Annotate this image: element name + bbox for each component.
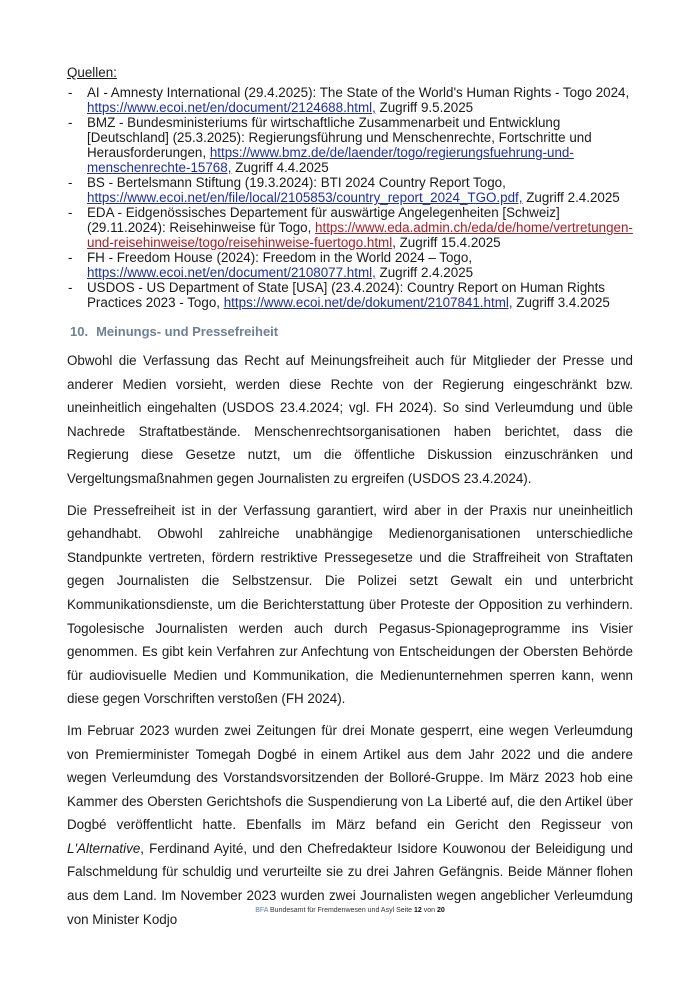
list-bullet: - (68, 205, 73, 220)
list-bullet: - (68, 250, 73, 265)
source-item-ai (67, 85, 633, 115)
source-link[interactable]: https://www.ecoi.net/en/document/2108077.html, (87, 265, 376, 280)
list-bullet: - (68, 115, 73, 130)
section-number: 10. (70, 324, 89, 339)
source-access-date: , Zugriff 15.4.2025 (392, 235, 501, 250)
source-link[interactable]: https://www.ecoi.net/en/document/2124688.html, (87, 100, 376, 115)
source-text: BS - Bertelsmann Stiftung (19.3.2024): BTI 2024 Country Report Togo, (87, 175, 506, 190)
source-link[interactable]: https://www.eda.admin.ch/eda/de/home/vertretungen-und-reisehinweise/togo/reisehinweise-fuertogo.html (87, 220, 633, 250)
source-text: BMZ - Bundesministeriums für wirtschaftliche Zusammenarbeit und Entwicklung [Deutschland] (25.3.2025): Regierungsführung und Menschenrechte, Fortschritte und Herausforderungen, (87, 115, 592, 160)
source-text: FH - Freedom House (2024): Freedom in the World 2024 – Togo, (87, 250, 473, 265)
list-bullet: - (68, 175, 73, 190)
paragraph-text: , Ferdinand Ayité, und den Chefredakteur Isidore Kouwonou der Beleidigung und Falschmeldung für schuldig und verurteilte sie zu drei Jahren Gefängnis. Beide Männer flohen aus dem Land. Im November 2023 wurden zwei Journalisten wegen angeblicher Verleumdung von Minister Kodjo (67, 840, 633, 927)
source-item-usdos (67, 280, 633, 310)
sources-heading: Quellen: (67, 65, 117, 80)
source-text: USDOS - US Department of State [USA] (23.4.2024): Country Report on Human Rights Practices 2023 - Togo, (87, 280, 605, 310)
list-bullet: - (68, 85, 73, 100)
source-link[interactable]: https://www.ecoi.net/de/dokument/2107841.html, (223, 295, 513, 310)
source-link[interactable]: https://www.bmz.de/de/laender/togo/regierungsfuehrung-und-menschenrechte-15768, (87, 145, 574, 175)
source-text: EDA - Eidgenössisches Departement für auswärtige Angelegenheiten [Schweiz] (29.11.2024): Reisehinweise für Togo, (87, 205, 560, 235)
body-paragraph: Obwohl die Verfassung das Recht auf Meinungsfreiheit auch für Mitglieder der Presse und anderer Medien vorsieht, werden diese Rechte von der Regierung eingeschränkt bzw. uneinheitlich eingehalten (USDOS 23.4.2024; vgl. FH 2024). So sind Verleumdung und üble Nachrede Straftatbestände. Menschenrechtsorganisationen haben berichtet, dass die Regierung diese Gesetze nutzt, um die öffentliche Diskussion einzuschränken und Vergeltungsmaßnahmen gegen Journalisten zu ergreifen (USDOS 23.4.2024). (67, 353, 633, 486)
source-access-date: Zugriff 3.4.2025 (512, 295, 610, 310)
section-heading (70, 324, 633, 340)
source-text: AI - Amnesty International (29.4.2025): The State of the World's Human Rights - Togo 2024, (87, 85, 630, 100)
page-number: 12 (413, 907, 422, 914)
source-access-date: Zugriff 9.5.2025 (375, 100, 474, 115)
source-item-bmz (67, 115, 633, 175)
source-access-date: Zugriff 4.4.2025 (231, 160, 329, 175)
source-access-date: Zugriff 2.4.2025 (522, 190, 620, 205)
list-bullet: - (68, 280, 73, 295)
page-total: 20 (436, 907, 445, 914)
paragraph-text: Im Februar 2023 wurden zwei Zeitungen für drei Monate gesperrt, eine wegen Verleumdung von Premierminister Tomegah Dogbé in einem Artikel aus dem Jahr 2022 und die andere wegen Verleumdung des Vorstandsvorsitzenden der Bolloré-Gruppe. Im März 2023 hob eine Kammer des Obersten Gerichtshofs die Suspendierung von La Liberté auf, die den Artikel über Dogbé veröffentlicht hatte. Ebenfalls im März befand ein Gericht den Regisseur von (67, 722, 633, 833)
source-access-date: Zugriff 2.4.2025 (375, 265, 474, 280)
footer-of: von (421, 907, 437, 914)
source-link[interactable]: https://www.ecoi.net/en/file/local/2105853/country_report_2024_TGO.pdf, (87, 190, 523, 205)
section-title: Meinungs- und Pressefreiheit (96, 324, 279, 339)
page-footer (0, 907, 700, 914)
publication-name: L'Alternative (67, 840, 141, 856)
sources-list (67, 85, 633, 310)
body-paragraph (67, 719, 633, 931)
footer-org: Bundesamt für Fremdenwesen und Asyl Seite (268, 907, 414, 914)
source-item-eda (67, 205, 633, 250)
body-paragraph: Die Pressefreiheit ist in der Verfassung garantiert, wird aber in der Praxis nur uneinheitlich gehandhabt. Obwohl zahlreiche unabhängige Medienorganisationen unterschiedliche Standpunkte vertreten, fördern restriktive Pressegesetze und die Straffreiheit von Straftaten gegen Journalisten die Selbstzensur. Die Polizei setzt Gewalt ein und unterbricht Kommunikationsdienste, um die Berichterstattung über Proteste der Opposition zu verhindern. Togolesische Journalisten werden auch durch Pegasus-Spionageprogramme ins Visier genommen. Es gibt kein Verfahren zur Anfechtung von Entscheidungen der Obersten Behörde für audiovisuelle Medien und Kommunikation, die Medienunternehmen sperren kann, wenn diese gegen Vorschriften verstoßen (FH 2024). (67, 502, 633, 707)
document-page (67, 64, 633, 939)
source-item-fh (67, 250, 633, 280)
bfa-logo: BFA (255, 907, 269, 914)
source-item-bs (67, 175, 633, 205)
